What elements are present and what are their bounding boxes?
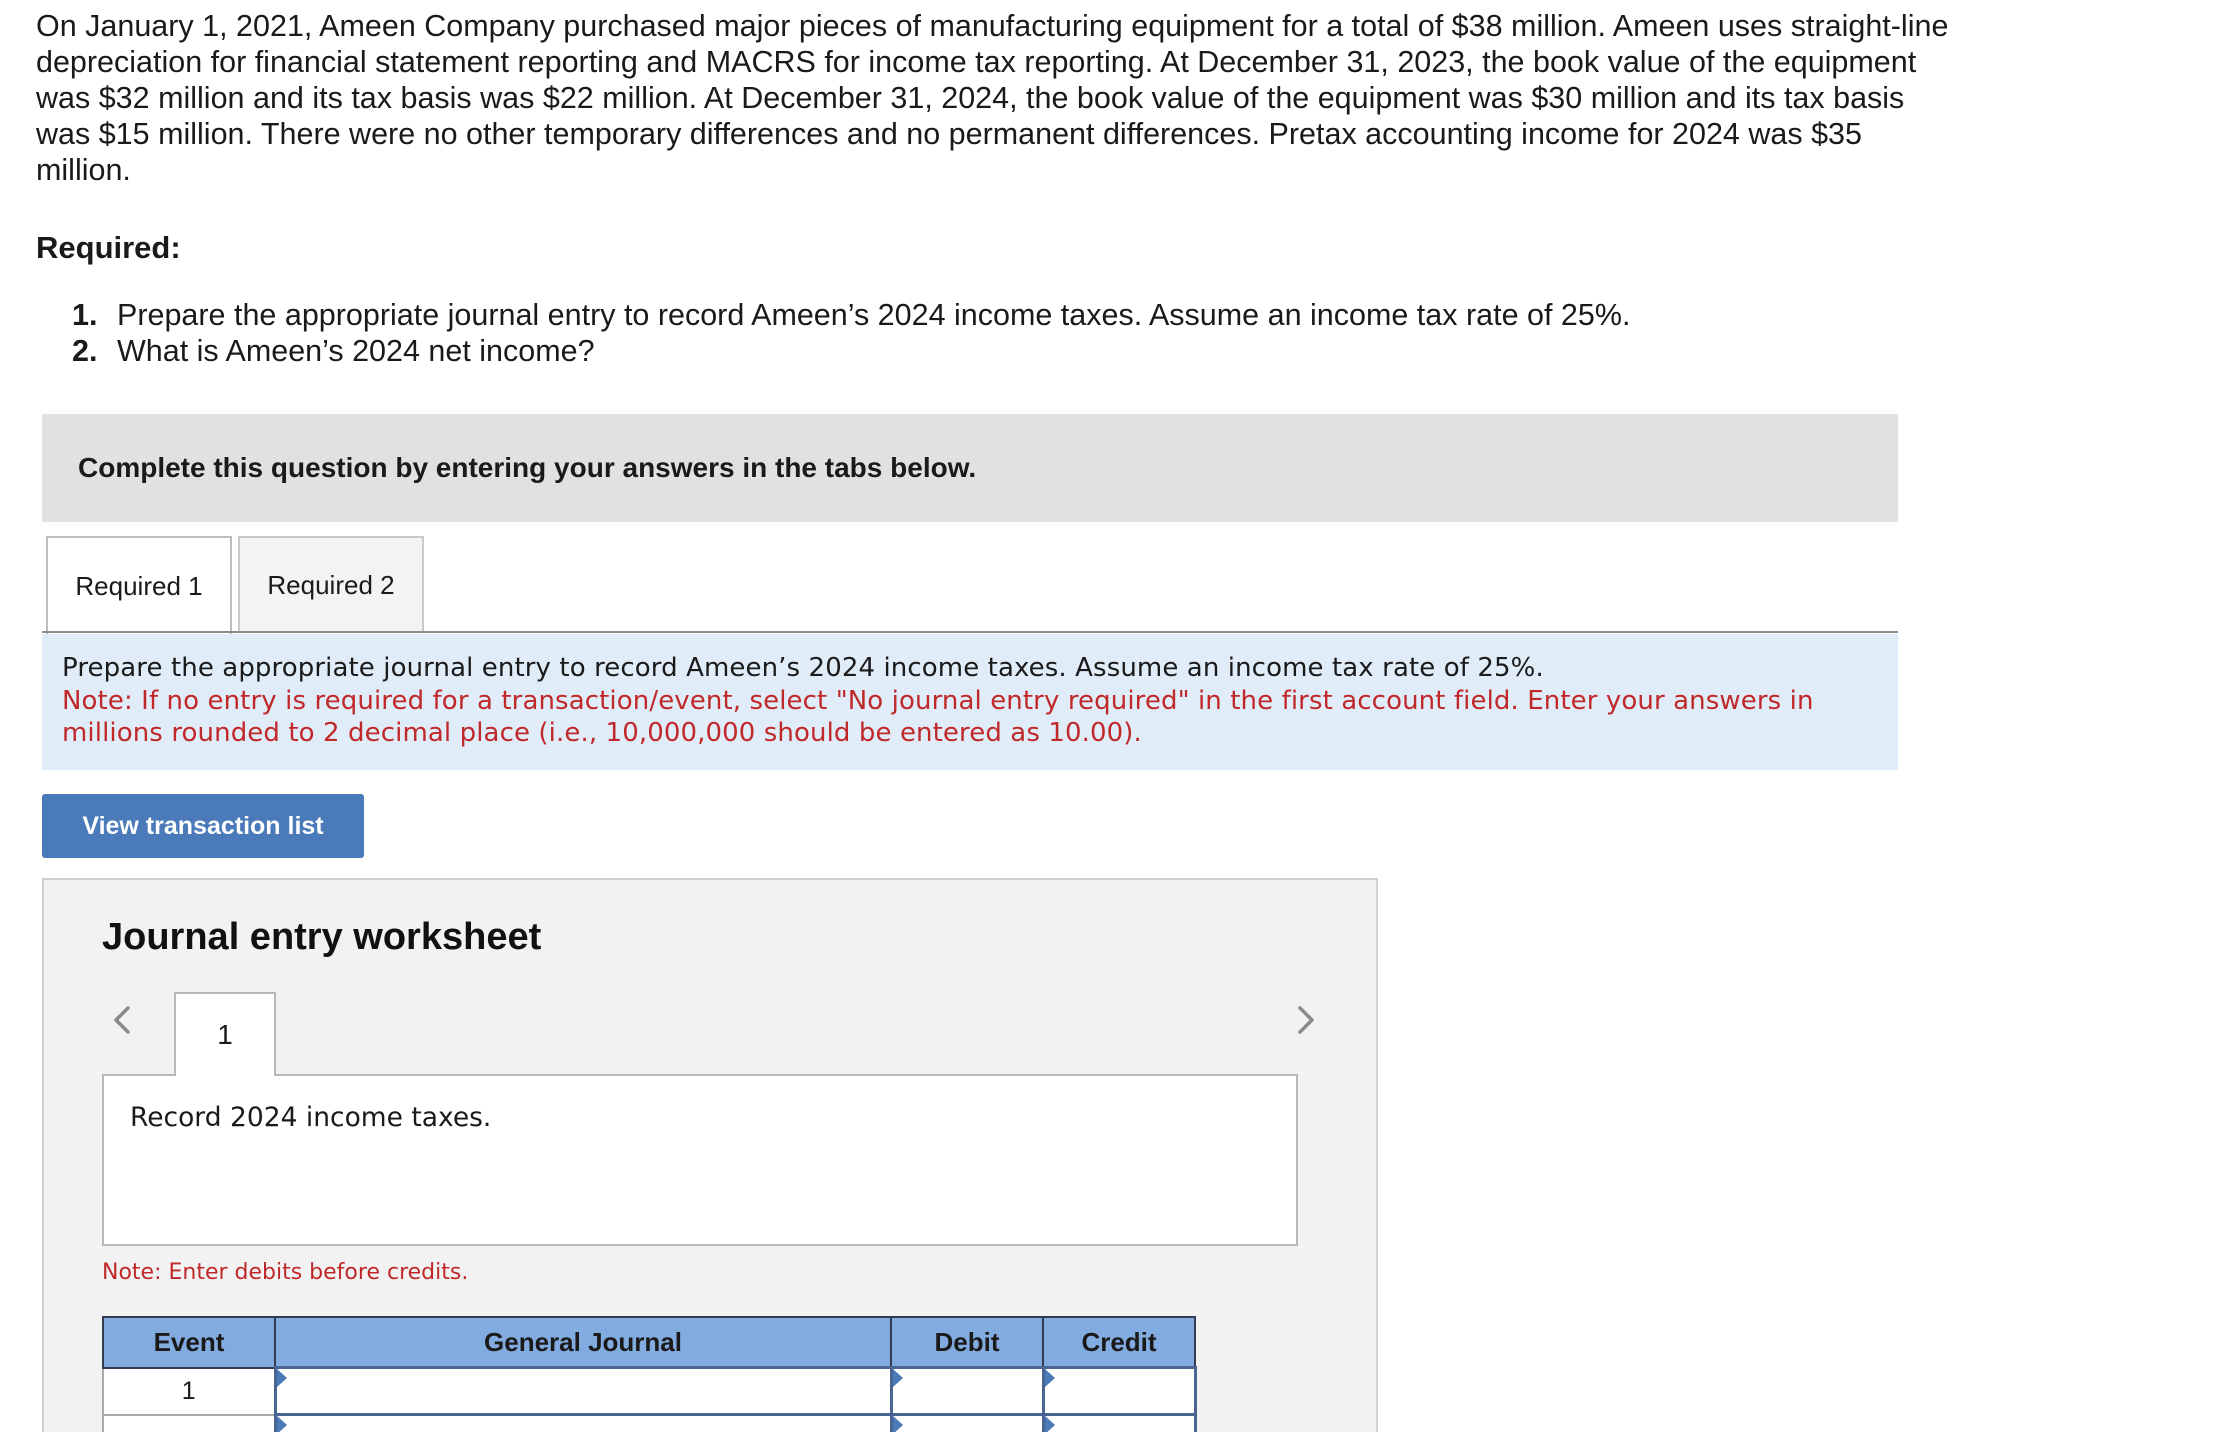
journal-table bbox=[102, 1316, 1197, 1432]
credit-input[interactable] bbox=[1045, 1416, 1194, 1432]
worksheet-title: Journal entry worksheet bbox=[102, 916, 542, 958]
table-row bbox=[103, 1368, 1195, 1415]
table-row bbox=[103, 1415, 1195, 1432]
requirements-list bbox=[72, 297, 1630, 369]
debit-input[interactable] bbox=[893, 1369, 1042, 1413]
dropdown-marker-icon bbox=[277, 1416, 287, 1432]
header-credit: Credit bbox=[1043, 1317, 1195, 1368]
entry-description-box bbox=[102, 1074, 1298, 1246]
input-marker-icon bbox=[893, 1416, 903, 1432]
instruction-banner bbox=[42, 414, 1898, 522]
debits-credits-note: Note: Enter debits before credits. bbox=[102, 1260, 469, 1285]
journal-entry-worksheet bbox=[42, 878, 1378, 1432]
banner-text: Complete this question by entering your answers in the tabs below. bbox=[78, 452, 977, 483]
tab-required-1[interactable] bbox=[46, 536, 232, 634]
header-general-journal: General Journal bbox=[275, 1317, 891, 1368]
tab-label: Required 2 bbox=[267, 569, 395, 600]
tab-label: Required 1 bbox=[75, 570, 203, 601]
event-cell bbox=[103, 1415, 275, 1432]
account-cell[interactable] bbox=[275, 1368, 891, 1415]
instructions-panel bbox=[42, 634, 1898, 770]
credit-input[interactable] bbox=[1045, 1369, 1194, 1413]
requirement-number: 2. bbox=[72, 334, 98, 368]
required-heading: Required: bbox=[36, 230, 181, 265]
account-cell[interactable] bbox=[275, 1415, 891, 1432]
credit-cell[interactable] bbox=[1043, 1415, 1195, 1432]
view-transaction-list-button[interactable]: View transaction list bbox=[42, 794, 364, 858]
account-input[interactable] bbox=[277, 1416, 890, 1432]
dropdown-marker-icon bbox=[277, 1369, 287, 1387]
journal-header-row bbox=[103, 1317, 1195, 1368]
instructions-note: Note: If no entry is required for a transaction/event, select "No journal entry required" in the first account field. Enter your answers in millions rounded to 2 decimal place (i.e., 10,000,000 should be entered as 10.00). bbox=[62, 685, 1814, 748]
tab-divider bbox=[42, 631, 1898, 633]
event-cell: 1 bbox=[103, 1368, 275, 1415]
account-input[interactable] bbox=[277, 1369, 890, 1413]
tab-required-2[interactable] bbox=[238, 536, 424, 632]
header-event: Event bbox=[103, 1317, 275, 1368]
input-marker-icon bbox=[1045, 1369, 1055, 1387]
requirement-number: 1. bbox=[72, 298, 98, 332]
credit-cell[interactable] bbox=[1043, 1368, 1195, 1415]
requirement-item bbox=[72, 333, 1630, 369]
requirement-text: Prepare the appropriate journal entry to record Ameen’s 2024 income taxes. Assume an income tax rate of 25%. bbox=[117, 298, 1631, 332]
entry-description: Record 2024 income taxes. bbox=[130, 1102, 492, 1133]
requirement-item bbox=[72, 297, 1630, 333]
problem-intro: On January 1, 2021, Ameen Company purchased major pieces of manufacturing equipment for a total of $38 million. Ameen uses straight-line depreciation for financial statement reporting and MACRS for income tax reporting. At December 31, 2023, the book value of the equipment was $32 million and its tax basis was $22 million. At December 31, 2024, the book value of the equipment was $30 million and its tax basis was $15 million. There were no other temporary differences and no permanent differences. Pretax accounting income for 2024 was $35 million. bbox=[36, 9, 1949, 187]
input-marker-icon bbox=[893, 1369, 903, 1387]
instructions-main: Prepare the appropriate journal entry to record Ameen’s 2024 income taxes. Assume an income tax rate of 25%. bbox=[62, 653, 1544, 683]
chevron-right-icon[interactable] bbox=[1288, 1002, 1324, 1038]
header-debit: Debit bbox=[891, 1317, 1043, 1368]
input-marker-icon bbox=[1045, 1416, 1055, 1432]
event-tab-label: 1 bbox=[217, 1019, 233, 1050]
requirement-text: What is Ameen’s 2024 net income? bbox=[117, 334, 595, 368]
chevron-left-icon[interactable] bbox=[104, 1002, 140, 1038]
debit-input[interactable] bbox=[893, 1416, 1042, 1432]
debit-cell[interactable] bbox=[891, 1368, 1043, 1415]
debit-cell[interactable] bbox=[891, 1415, 1043, 1432]
event-tab-1[interactable] bbox=[174, 992, 276, 1076]
